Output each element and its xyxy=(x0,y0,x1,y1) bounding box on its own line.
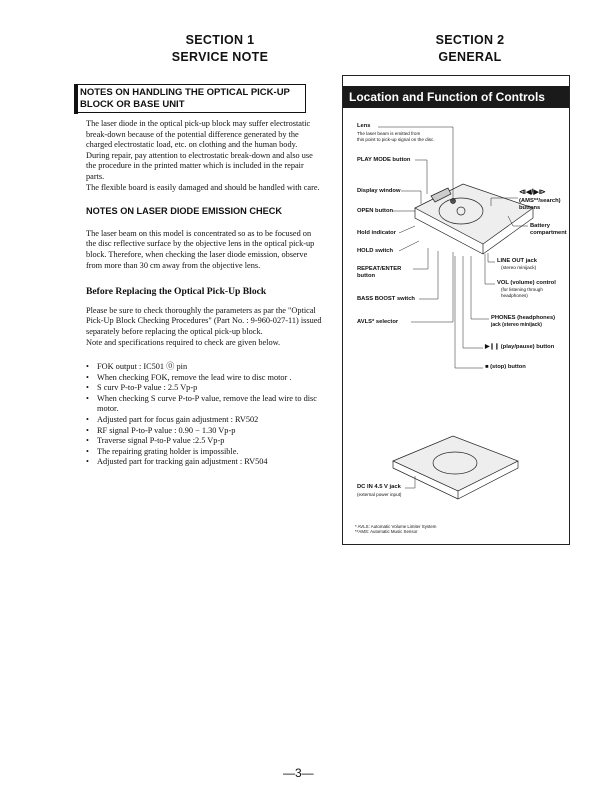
label-battery-compartment: compartment xyxy=(530,230,567,236)
spec-item: • FOK output : IC501 ⓪ pin xyxy=(86,362,322,373)
section-1-title: SERVICE NOTE xyxy=(171,50,269,64)
spec-item: • Adjusted part for focus gain adjustment : RV502 xyxy=(86,415,322,426)
notes-box-title: NOTES ON HANDLING THE OPTICAL PICK-UP BLOCK OR BASE UNIT xyxy=(74,84,306,113)
label-line-out-note: (stereo minijack) xyxy=(501,266,537,271)
label-hold-switch: HOLD switch xyxy=(357,248,394,254)
label-lens: Lens xyxy=(357,123,371,129)
label-vol-note-2: headphones) xyxy=(501,293,528,298)
label-lens-note-2: this point to pick-up signal on the disc. xyxy=(357,137,435,142)
laser-heading: NOTES ON LASER DIODE EMISSION CHECK xyxy=(86,206,283,217)
label-dc-in-jack: DC IN 4.5 V jack xyxy=(357,484,401,490)
service-note-body xyxy=(86,119,322,468)
handling-paragraph-1: The laser diode in the optical pick-up block may suffer electrostatic break-down because of the potential difference generated by the charged electrostatic load, etc. on clothing and the human body. During repair, pay attention to electrostatic break-down and also use the procedure in the printed matter which is included in the repair parts. xyxy=(86,119,313,181)
label-line-out-jack: LINE OUT jack xyxy=(497,258,537,264)
label-battery: Battery xyxy=(530,223,550,229)
spec-list xyxy=(86,362,322,468)
label-dc-in-note: (external power input) xyxy=(357,492,402,497)
spec-item-continuation: • When checking S curve P-to-P value, remove the lead wire to disc motor. xyxy=(86,394,322,415)
label-open-button: OPEN button xyxy=(357,208,394,214)
spec-item: • Adjusted part for tracking gain adjustment : RV504 xyxy=(86,457,322,468)
panel-title: Location and Function of Controls xyxy=(343,86,569,108)
laser-paragraph: The laser beam on this model is concentrated so as to be focused on the disc reflective surface by the objective lens in the optical pick-up block. Therefore, when checking the laser diode emission, observe from more than 30 cm away from the objective lens. xyxy=(86,228,315,270)
label-stop-button: ■ (stop) button xyxy=(485,364,526,370)
spec-item: • S curv P-to-P value : 2.5 Vp-p xyxy=(86,383,322,394)
label-hold-indicator: Hold indicator xyxy=(357,230,396,236)
device-diagram xyxy=(343,76,570,545)
page-number: —3— xyxy=(283,766,314,780)
top-player-illustration xyxy=(415,184,533,254)
label-display-window: Display window xyxy=(357,188,401,194)
leader-lines xyxy=(378,127,528,488)
section-1-number: SECTION 1 xyxy=(185,33,255,47)
before-paragraph-1: Please be sure to check thoroughly the parameters as par the "Optical Pick-Up Block Checking Procedures" (Part No. : 9-960-027-11) issued separately before replacing the optical pick-up block. xyxy=(86,305,322,336)
label-vol-control: VOL (volume) control xyxy=(497,280,556,286)
footnote-avls: * AVLS: Automatic Volume Limiter System xyxy=(355,524,437,529)
label-play-pause-button: ▶❙❙ (play/pause) button xyxy=(485,344,555,350)
label-avls-selector: AVLS* selector xyxy=(357,319,399,325)
label-bass-boost-switch: BASS BOOST switch xyxy=(357,296,415,302)
footnote-ams: **AMS: Automatic Music Sensor xyxy=(355,529,418,535)
label-lens-note-1: The laser beam is emitted from xyxy=(357,131,421,136)
label-play-mode-button: PLAY MODE button xyxy=(357,157,411,163)
section-1-header xyxy=(120,32,320,66)
label-vol-note-1: (for listening through xyxy=(501,287,543,292)
label-phones-jack: PHONES (headphones) xyxy=(491,315,556,321)
footnotes xyxy=(355,524,436,535)
spec-item: • Traverse signal P-to-P value :2.5 Vp-p xyxy=(86,436,322,447)
spec-item: • The repairing grating holder is impossible. xyxy=(86,447,322,458)
label-repeat-enter-2: button xyxy=(357,273,376,279)
spec-item-continuation: • When checking FOK, remove the lead wire to disc motor . xyxy=(86,373,322,384)
label-phones-jack-note: jack (stereo minijack) xyxy=(491,322,542,328)
label-repeat-enter: REPEAT/ENTER xyxy=(357,266,402,272)
label-ams-search: (AMS**/search) xyxy=(519,198,561,204)
label-ams-buttons: buttons xyxy=(519,205,541,211)
before-replacing-heading: Before Replacing the Optical Pick-Up Block xyxy=(86,286,267,298)
before-paragraph-2: Note and specifications required to check are given below. xyxy=(86,337,281,347)
section-2-number: SECTION 2 xyxy=(435,33,505,47)
handling-paragraph-2: The flexible board is easily damaged and should be handled with care. xyxy=(86,182,320,192)
bottom-player-illustration xyxy=(393,436,518,499)
controls-panel xyxy=(342,75,570,545)
ams-search-icon: ⧏◀/▶⧐ xyxy=(519,189,546,196)
spec-item: • RF signal P-to-P value : 0.90 − 1.30 Vp-p xyxy=(86,426,322,437)
section-2-title: GENERAL xyxy=(438,50,502,64)
section-2-header xyxy=(370,32,570,66)
